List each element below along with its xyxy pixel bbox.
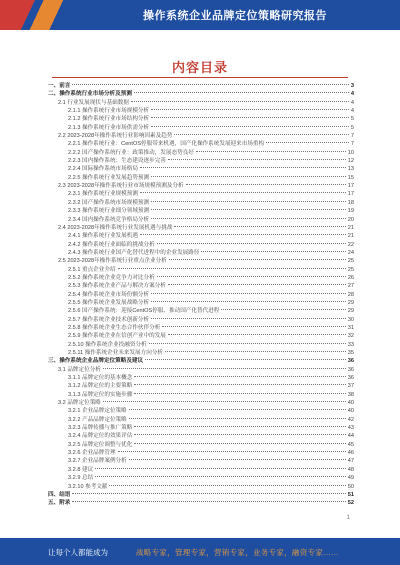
toc-dot-leader [103, 401, 346, 402]
toc-entry-page: 36 [347, 366, 354, 373]
toc-entry-page: 25 [347, 258, 354, 265]
toc-entry-title: 3.2.2 产品品牌定位策略 [68, 416, 127, 423]
toc-entry[interactable] [48, 366, 354, 374]
toc-entry-page: 47 [347, 458, 354, 465]
toc-entry-title: 四、结语 [48, 491, 71, 498]
toc-entry-page: 17 [347, 191, 354, 198]
toc-entry-title: 2.2.1 操作系统行业：CentOS停服带来机遇，国产化操作系统发展迎来市场重构 [68, 141, 265, 148]
toc-entry-page: 4 [350, 99, 354, 106]
toc-entry-page: 50 [347, 483, 354, 490]
toc-entry-title: 3.2.4 品牌定位的效果评估 [68, 433, 133, 440]
toc-entry[interactable] [48, 332, 354, 340]
toc-dot-leader [168, 159, 346, 160]
toc-entry[interactable] [48, 107, 354, 115]
toc-entry-title: 3.2.3 品牌传播与推广策略 [68, 425, 133, 432]
toc-dot-leader [109, 485, 345, 486]
toc-dot-leader [151, 293, 346, 294]
toc-entry[interactable] [48, 299, 354, 307]
toc-entry[interactable] [48, 224, 354, 232]
footer-slogan-left: 让每个人都能成为 [48, 548, 108, 557]
toc-entry-title: 2.4.1 操作系统行业发展机遇 [68, 233, 138, 240]
toc-entry-title: 2.2.5 操作系统行业发展趋势预测 [68, 174, 150, 181]
toc-entry[interactable] [48, 307, 354, 315]
toc-entry-title: 2.5.3 操作系统企业产品与解决方案分析 [68, 283, 166, 290]
toc-entry-title: 2.5.9 操作系统企业在信创产业中的发展 [68, 333, 166, 340]
toc-dot-leader [129, 459, 346, 460]
toc-dot-leader [151, 109, 349, 110]
toc-entry-title: 3.1.3 品牌定位的实施步骤 [68, 391, 133, 398]
toc-entry[interactable] [48, 407, 354, 415]
toc-entry[interactable] [48, 441, 354, 449]
toc-entry-title: 2.1.1 操作系统行业市场规模分析 [68, 108, 150, 115]
toc-dot-leader [129, 409, 346, 410]
toc-entry[interactable] [48, 324, 354, 332]
toc-entry-page: 25 [347, 266, 354, 273]
toc-dot-leader [151, 209, 346, 210]
toc-entry-title: 2.1.2 操作系统行业市场结构分析 [68, 116, 150, 123]
toc-entry[interactable] [48, 90, 354, 98]
toc-dot-leader [151, 301, 346, 302]
toc-dot-leader [151, 218, 346, 219]
toc-entry-title: 2.2.3 国内操作系统：生态建设逐步完善 [68, 158, 166, 165]
toc-entry[interactable] [48, 282, 354, 290]
toc-entry-page: 27 [347, 283, 354, 290]
toc-dot-leader [151, 318, 346, 319]
toc-entry-page: 4 [350, 108, 354, 115]
toc-entry[interactable] [48, 316, 354, 324]
toc-dot-leader [174, 226, 345, 227]
toc-entry[interactable] [48, 132, 354, 140]
toc-dot-leader [134, 92, 349, 93]
toc-entry-title: 2.2.2 国产操作系统行业：政策推动，发展态势良好 [68, 149, 194, 156]
toc-dot-leader [186, 184, 346, 185]
page-number: 1 [346, 515, 350, 521]
toc-dot-leader [151, 201, 346, 202]
toc-entry-page: 7 [350, 141, 354, 148]
toc-dot-leader [151, 126, 349, 127]
toc-dot-leader [72, 493, 345, 494]
toc-entry-title: 2.5.4 操作系统企业市场份额分析 [68, 291, 150, 298]
toc-dot-leader [140, 167, 346, 168]
header-decoration [0, 0, 95, 30]
toc-entry-page: 29 [347, 308, 354, 315]
toc-dot-leader [118, 451, 346, 452]
toc-entry-title: 3.2.7 企业品牌案例分析 [68, 458, 127, 465]
toc-entry-page: 45 [347, 441, 354, 448]
toc-dot-leader [134, 384, 345, 385]
toc-dot-leader [134, 393, 345, 394]
toc-dot-leader [162, 326, 345, 327]
toc-entry[interactable] [48, 291, 354, 299]
toc-dot-leader [140, 192, 346, 193]
toc-entry[interactable] [48, 249, 354, 257]
toc-dot-leader [134, 376, 345, 377]
toc-entry-title: 2.4.2 操作系统行业面临的挑战分析 [68, 241, 155, 248]
toc-entry-page: 24 [347, 249, 354, 256]
toc-dot-leader [131, 101, 349, 102]
toc-entry-page: 40 [347, 400, 354, 407]
toc-dot-leader [196, 151, 346, 152]
toc-entry[interactable] [48, 483, 354, 491]
toc-entry-page: 48 [347, 466, 354, 473]
toc-entry-page: 51 [347, 491, 354, 498]
toc-entry[interactable] [48, 190, 354, 198]
toc-entry[interactable] [48, 241, 354, 249]
toc-dot-leader [134, 426, 345, 427]
page-footer [0, 538, 400, 565]
toc-entry-page: 21 [347, 224, 354, 231]
toc-dot-leader [174, 134, 348, 135]
toc-entry-title: 2.5 2023-2028年操作系统行业重点企业分析 [58, 258, 167, 265]
toc-entry-title: 3.1.2 品牌定位的主要策略 [68, 383, 133, 390]
toc-entry[interactable] [48, 274, 354, 282]
toc-entry-page: 13 [347, 166, 354, 173]
footer-slogan-right: 战略专家，管理专家，营销专家，业务专家，融资专家…… [136, 548, 339, 557]
toc-entry-page: 10 [347, 149, 354, 156]
toc-entry[interactable] [48, 341, 354, 349]
toc-entry-page: 12 [347, 158, 354, 165]
toc-entry-page: 5 [350, 124, 354, 131]
toc-entry[interactable] [48, 149, 354, 157]
toc-dot-leader [201, 251, 345, 252]
toc-entry[interactable] [48, 199, 354, 207]
toc-entry-page: 43 [347, 425, 354, 432]
toc-entry-title: 2.5.5 操作系统企业发展战略分析 [68, 299, 150, 306]
toc-entry-page: 30 [347, 316, 354, 323]
toc-dot-leader [134, 434, 345, 435]
toc-entry-title: 三、操作系统企业品牌定位策略及建议 [48, 358, 144, 365]
toc-entry[interactable] [48, 165, 354, 173]
toc-entry[interactable] [48, 207, 354, 215]
toc-entry-page: 40 [347, 408, 354, 415]
toc-dot-leader [169, 259, 346, 260]
toc-entry-page: 19 [347, 208, 354, 215]
toc-dot-leader [165, 351, 346, 352]
toc-entry-page: 7 [350, 133, 354, 140]
toc-dot-leader [151, 176, 346, 177]
toc-entry[interactable] [48, 216, 354, 224]
toc-dot-leader [95, 476, 346, 477]
toc-entry[interactable] [48, 174, 354, 182]
toc-dot-leader [221, 309, 345, 310]
toc-entry[interactable] [48, 466, 354, 474]
toc-entry-page: 37 [347, 383, 354, 390]
toc-entry-page: 18 [347, 199, 354, 206]
toc-entry-title: 3.1.1 品牌定位的基本概念 [68, 375, 133, 382]
toc-entry-title: 2.4.3 操作系统行业国产化替代进程中的企业发展路径 [68, 249, 200, 256]
toc-entry-title: 3.2.5 品牌定位调整与优化 [68, 441, 133, 448]
toc-entry-title: 二、操作系统行业市场分析及预测 [48, 91, 132, 98]
toc-dot-leader [149, 343, 346, 344]
toc-entry-page: 42 [347, 416, 354, 423]
toc-entry-title: 3.2.8 建议 [68, 466, 94, 473]
toc-entry-page: 36 [347, 358, 354, 365]
toc-dot-leader [72, 501, 345, 502]
toc-entry[interactable] [48, 115, 354, 123]
toc-dot-leader [95, 468, 346, 469]
toc-entry-title: 2.5.1 重点企业介绍 [68, 266, 116, 273]
toc-entry-page: 52 [347, 500, 354, 507]
toc-dot-leader [129, 418, 346, 419]
toc-entry-title: 2.2.4 国际操作系统市场格局 [68, 166, 138, 173]
toc-entry[interactable] [48, 499, 354, 507]
toc-entry[interactable] [48, 424, 354, 432]
toc-dot-leader [151, 117, 349, 118]
toc-entry-title: 2.3.2 国产操作系统市场规模预测 [68, 199, 150, 206]
toc-entry-title: 2.3.3 操作系统行业细分领域预测 [68, 208, 150, 215]
toc-entry-title: 2.4 2023-2028年操作系统行业发展机遇与挑战 [58, 224, 173, 231]
toc-entry-page: 49 [347, 475, 354, 482]
toc-dot-leader [103, 368, 346, 369]
toc-dot-leader [157, 243, 346, 244]
toc-entry-title: 2.2 2023-2028年操作系统行业影响因素及趋势 [58, 133, 173, 140]
toc-dot-leader [140, 234, 346, 235]
toc-entry[interactable] [48, 82, 354, 90]
toc-entry[interactable] [48, 491, 354, 499]
toc-entry[interactable] [48, 357, 354, 365]
toc-entry-title: 2.1 行业发展现状与基础数据 [58, 99, 129, 106]
toc-entry[interactable] [48, 382, 354, 390]
toc-dot-leader [134, 443, 345, 444]
toc-entry-page: 33 [347, 341, 354, 348]
toc-entry-page: 29 [347, 299, 354, 306]
toc-entry[interactable] [48, 349, 354, 357]
toc-entry-title: 五、附录 [48, 500, 71, 507]
toc-entry-page: 38 [347, 391, 354, 398]
toc-entry[interactable] [48, 391, 354, 399]
toc-entry-title: 2.5.8 操作系统企业生态合作伙伴分析 [68, 324, 161, 331]
toc-entry-page: 44 [347, 433, 354, 440]
toc-entry[interactable] [48, 266, 354, 274]
toc-entry-title: 2.5.6 国产操作系统：迎接CentOS停服、推动国产化替代进程 [68, 308, 220, 315]
toc-entry-title: 2.1.3 操作系统行业市场供需分析 [68, 124, 150, 131]
toc-entry-title: 3.2.6 企业品牌管理 [68, 450, 116, 457]
toc-entry-title: 2.3 2023-2028年操作系统行业市场规模预测及分析 [58, 183, 184, 190]
toc-entry[interactable] [48, 157, 354, 165]
toc-entry-title: 2.5.7 操作系统企业技术创新分析 [68, 316, 150, 323]
toc-entry[interactable] [48, 457, 354, 465]
toc-entry-title: 2.5.2 操作系统企业竞争力对比分析 [68, 274, 155, 281]
toc-entry[interactable] [48, 232, 354, 240]
toc-entry-title: 3.2.9 总结 [68, 475, 94, 482]
toc-entry-page: 15 [347, 174, 354, 181]
toc-entry[interactable] [48, 474, 354, 482]
toc-entry-page: 5 [350, 116, 354, 123]
toc-entry[interactable] [48, 140, 354, 148]
toc-entry[interactable] [48, 124, 354, 132]
toc-entry[interactable] [48, 449, 354, 457]
toc-entry[interactable] [48, 99, 354, 107]
toc-heading: 内容目录 [171, 60, 228, 75]
toc-entry-page: 17 [347, 183, 354, 190]
toc-entry-page: 3 [350, 83, 354, 89]
toc-entry-page: 36 [347, 375, 354, 382]
toc-entry-page: 26 [347, 274, 354, 281]
toc-entry[interactable] [48, 416, 354, 424]
toc-entry-page: 46 [347, 450, 354, 457]
toc-entry-page: 22 [347, 241, 354, 248]
toc-entry[interactable] [48, 374, 354, 382]
toc-entry-page: 31 [347, 324, 354, 331]
toc-entry-page: 20 [347, 216, 354, 223]
toc-entry[interactable] [48, 399, 354, 407]
toc-entry-page: 35 [347, 350, 354, 356]
toc-entry-page: 32 [347, 333, 354, 340]
toc-entry-title: 2.3.4 国内操作系统竞争格局分析 [68, 216, 150, 223]
table-of-contents [48, 82, 354, 508]
toc-dot-leader [72, 84, 348, 85]
toc-entry-title: 3.2 品牌定位策略 [58, 400, 101, 407]
toc-entry-page: 21 [347, 233, 354, 240]
toc-entry-title: 一、前言 [48, 83, 71, 89]
toc-entry-title: 2.3.1 操作系统行业规模预测 [68, 191, 138, 198]
toc-entry[interactable] [48, 182, 354, 190]
toc-entry[interactable] [48, 432, 354, 440]
toc-entry-page: 4 [350, 91, 354, 98]
toc-entry-title: 3.2.1 企业品牌定位策略 [68, 408, 127, 415]
toc-dot-leader [118, 268, 346, 269]
toc-dot-leader [145, 359, 346, 360]
toc-dot-leader [157, 276, 346, 277]
toc-entry-page: 28 [347, 291, 354, 298]
toc-entry-title: 3.1 品牌定位分析 [58, 366, 101, 373]
page-header [0, 0, 400, 30]
toc-entry[interactable] [48, 257, 354, 265]
toc-entry-title: 3.2.10 参考文献 [68, 483, 108, 490]
report-title: 操作系统企业品牌定位策略研究报告 [143, 10, 327, 22]
toc-dot-leader [266, 142, 349, 143]
toc-entry-title: 2.5.10 操作系统企业投融资分析 [68, 341, 147, 348]
toc-entry-title: 2.5.11 操作系统企业未来发展方向分析 [68, 350, 164, 356]
toc-dot-leader [168, 284, 346, 285]
toc-divider [52, 77, 348, 78]
toc-dot-leader [168, 334, 346, 335]
